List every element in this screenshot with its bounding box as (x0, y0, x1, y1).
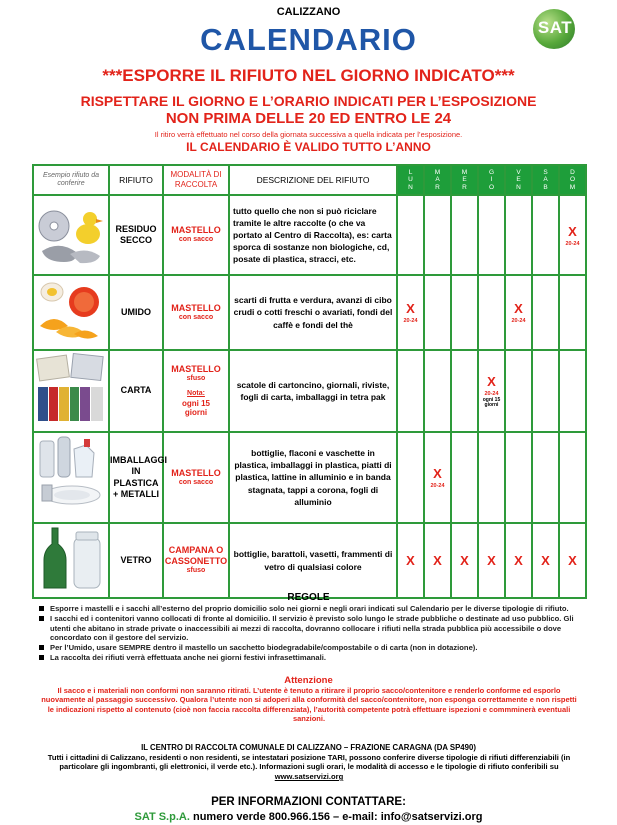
table-row (33, 350, 586, 432)
attention-title: Attenzione (284, 675, 333, 686)
collection-mark: X (487, 552, 496, 568)
collection-mark: X (433, 466, 442, 482)
day-cell (478, 350, 505, 432)
day-cell (397, 275, 424, 350)
rule-item: Esporre i mastelli e i sacchi all’esterno del proprio domicilio solo nei giorni e negli orari indicati sul Calendario per le diverse tipologie di rifiuto. (38, 604, 578, 613)
collection-mark: X (406, 301, 415, 317)
waste-name: IMBALLAGGI IN PLASTICA + METALLI (109, 432, 163, 523)
day-cell (559, 350, 586, 432)
day-cell (478, 195, 505, 275)
day-header-mon: L U N (397, 165, 424, 195)
carta-image (33, 350, 109, 432)
day-cell (559, 523, 586, 598)
collection-note: Il ritiro verrà effettuato nel corso della giornata successiva a quella indicata per l’esposizione. (154, 130, 463, 139)
day-cell (451, 275, 478, 350)
day-cell (397, 195, 424, 275)
day-cell (424, 195, 451, 275)
mode-main: CAMPANA O CASSONETTO (164, 544, 228, 567)
day-cell (397, 350, 424, 432)
collection-mark: X (568, 223, 577, 239)
validity-note: IL CALENDARIO È VALIDO TUTTO L’ANNO (186, 140, 431, 154)
waste-description: bottiglie, flaconi e vaschette in plastica, imballaggi in plastica, piatti di plastica, lattine in alluminio e in banda stagnata, tappi a corona, fogli di alluminio (229, 432, 397, 523)
mode-note-label: Nota: (187, 390, 205, 398)
company-name: SAT S.p.A. (134, 811, 190, 823)
day-cell (505, 432, 532, 523)
collection-calendar-table (32, 164, 587, 599)
centro-body: Tutti i cittadini di Calizzano, residenti o non residenti, se intestatari posizione TARI, possono conferire diverse tipologie di rifiuti differenziabili (in particolare gli ingombranti, gli elettronici, il verde etc.). Informazioni sugli orari, le modalità di accesso e le tipologie di rifiuto conferibili su (47, 753, 571, 772)
day-cell (451, 195, 478, 275)
collection-mode (163, 275, 229, 350)
collection-mark: X (541, 552, 550, 568)
mode-main: MASTELLO (171, 302, 221, 313)
mode-sub: con sacco (178, 313, 214, 321)
day-header-sun: D O M (559, 165, 586, 195)
info-title: PER INFORMAZIONI CONTATTARE: (211, 796, 406, 808)
collection-time: 20-24 (511, 318, 526, 325)
plastica-image (33, 432, 109, 523)
day-header-tue: M A R (424, 165, 451, 195)
day-cell (559, 275, 586, 350)
mode-sub: sfuso (186, 375, 206, 383)
residuo-secco-illustration (34, 196, 108, 269)
subtitle-respect: RISPETTARE IL GIORNO E L’ORARIO INDICATI PER L’ESPOSIZIONE (80, 93, 537, 109)
rule-item: La raccolta dei rifiuti verrà effettuata anche nei giorni festivi infrasettimanali. (38, 653, 578, 662)
page-title: CALENDARIO (200, 22, 417, 57)
waste-name: VETRO (109, 523, 163, 598)
waste-description: bottiglie, barattoli, vasetti, frammenti di vetro di qualsiasi colore (229, 523, 397, 598)
day-cell (559, 195, 586, 275)
mode-sub: sfuso (186, 567, 206, 575)
collection-mark: X (460, 552, 469, 568)
day-cell (451, 350, 478, 432)
day-cell (478, 523, 505, 598)
day-cell (532, 195, 559, 275)
day-cell (451, 432, 478, 523)
logo-text: SAT (537, 18, 573, 37)
table-row (33, 432, 586, 523)
day-cell (532, 432, 559, 523)
day-cell (451, 523, 478, 598)
waste-name: CARTA (109, 350, 163, 432)
day-cell (478, 275, 505, 350)
day-cell (532, 275, 559, 350)
centro-text (34, 753, 584, 781)
day-header-thu: G I O (478, 165, 505, 195)
rules-title: REGOLE (287, 592, 330, 603)
phone-number: numero verde 800.966.156 (192, 811, 330, 823)
umido-image (33, 275, 109, 350)
day-cell (559, 432, 586, 523)
day-cell (424, 432, 451, 523)
rule-item: Per l’Umido, usare SEMPRE dentro il mastello un sacchetto biodegradabile/compostabile o di carta (non in dotazione). (38, 643, 578, 652)
subtitle-hours: NON PRIMA DELLE 20 ED ENTRO LE 24 (165, 110, 452, 127)
vetro-illustration (34, 524, 108, 592)
collection-mark: X (487, 374, 496, 390)
day-cell (505, 275, 532, 350)
umido-illustration (34, 276, 108, 344)
day-cell (424, 275, 451, 350)
collection-mark: X (514, 552, 523, 568)
collection-time: 20-24 (565, 240, 580, 247)
mode-sub: con sacco (178, 236, 214, 244)
collection-frequency-note: ogni 15 giorni (482, 396, 501, 409)
collection-mark: X (514, 301, 523, 317)
waste-name: RESIDUO SECCO (109, 195, 163, 275)
collection-mark: X (406, 552, 415, 568)
day-cell (505, 350, 532, 432)
waste-description: scarti di frutta e verdura, avanzi di cibo crudi o cotti freschi o avariati, fondi del caffè e fondi del thè (229, 275, 397, 350)
attention-text: Il sacco e i materiali non conformi non saranno ritirati. L’utente è tenuto a ritirare il proprio sacco/contenitore e renderlo conforme ed esporlo nuovamente al passaggio successivo. Qualora l’utente non si adoperi alla conformità del sacco/contenitore, non esponga correttamente e non rispetti le indicazioni rispetto al contenuto (cioè non faccia raccolta differenziata), l’autorità competente potrà effettuare ispezioni e commminerà eventuali sanzioni. (41, 686, 577, 724)
collection-time: 20-24 (430, 483, 445, 490)
collection-mark: X (568, 552, 577, 568)
subtitle-expose: ***ESPORRE IL RIFIUTO NEL GIORNO INDICATO*** (102, 66, 515, 85)
header-waste: RIFIUTO (109, 165, 163, 195)
centro-link[interactable]: www.satservizi.org (274, 771, 344, 781)
town-name: CALIZZANO (276, 6, 341, 18)
waste-description: tutto quello che non si può riciclare tramite le altre raccolte (o che va portato al Centro di Raccolta), es: carta sporca di sostanze non biologiche, cd, posate di plastica, stracci, etc. (229, 195, 397, 275)
centro-title: IL CENTRO DI RACCOLTA COMUNALE DI CALIZZANO – FRAZIONE CARAGNA (DA SP490) (141, 743, 476, 752)
day-cell (397, 432, 424, 523)
plastica-illustration (34, 433, 108, 517)
residuo-secco-image (33, 195, 109, 275)
collection-mode (163, 350, 229, 432)
collection-time: 20-24 (403, 318, 418, 325)
table-row (33, 275, 586, 350)
header-description: DESCRIZIONE DEL RIFIUTO (229, 165, 397, 195)
collection-mode (163, 523, 229, 598)
day-cell (532, 523, 559, 598)
table-header-row (33, 165, 586, 195)
day-header-wed: M E R (451, 165, 478, 195)
collection-time: 20-24 (484, 391, 499, 398)
rules-list (38, 604, 578, 664)
mode-main: MASTELLO (171, 364, 221, 375)
carta-illustration (34, 351, 108, 426)
day-cell (505, 195, 532, 275)
day-cell (532, 350, 559, 432)
header-mode: MODALITÀ DI RACCOLTA (163, 165, 229, 195)
mode-sub: con sacco (178, 478, 214, 486)
waste-description: scatole di cartoncino, giornali, riviste, fogli di carta, imballaggi in tetra pak (229, 350, 397, 432)
waste-name: UMIDO (109, 275, 163, 350)
mode-main: MASTELLO (171, 225, 221, 235)
table-row (33, 523, 586, 598)
mode-main: MASTELLO (171, 467, 221, 478)
collection-mode (163, 195, 229, 275)
vetro-image (33, 523, 109, 598)
day-header-sat: S A B (532, 165, 559, 195)
header-example: Esempio rifiuto da conferire (33, 165, 109, 195)
email-address[interactable]: – e-mail: info@satservizi.org (333, 811, 483, 823)
day-cell (505, 523, 532, 598)
day-cell (424, 350, 451, 432)
day-header-fri: V E N (505, 165, 532, 195)
info-contacts (0, 811, 617, 823)
table-row (33, 195, 586, 275)
day-cell (424, 523, 451, 598)
rule-item: I sacchi ed i contenitori vanno collocati di fronte al domicilio. Il servizio è previsto solo lungo le strade pubbliche o destinate ad uso pubblico. Gli utenti che abitano in strade private o inaccessibili ai mezzi di raccolta, dovranno collocare i rifiuti nella strada pubblica più accessibile o dove concordato con il gestore del servizio. (38, 614, 578, 642)
day-cell (478, 432, 505, 523)
mode-note: ogni 15 giorni (181, 398, 210, 418)
day-cell (397, 523, 424, 598)
collection-mark: X (433, 552, 442, 568)
collection-mode (163, 432, 229, 523)
